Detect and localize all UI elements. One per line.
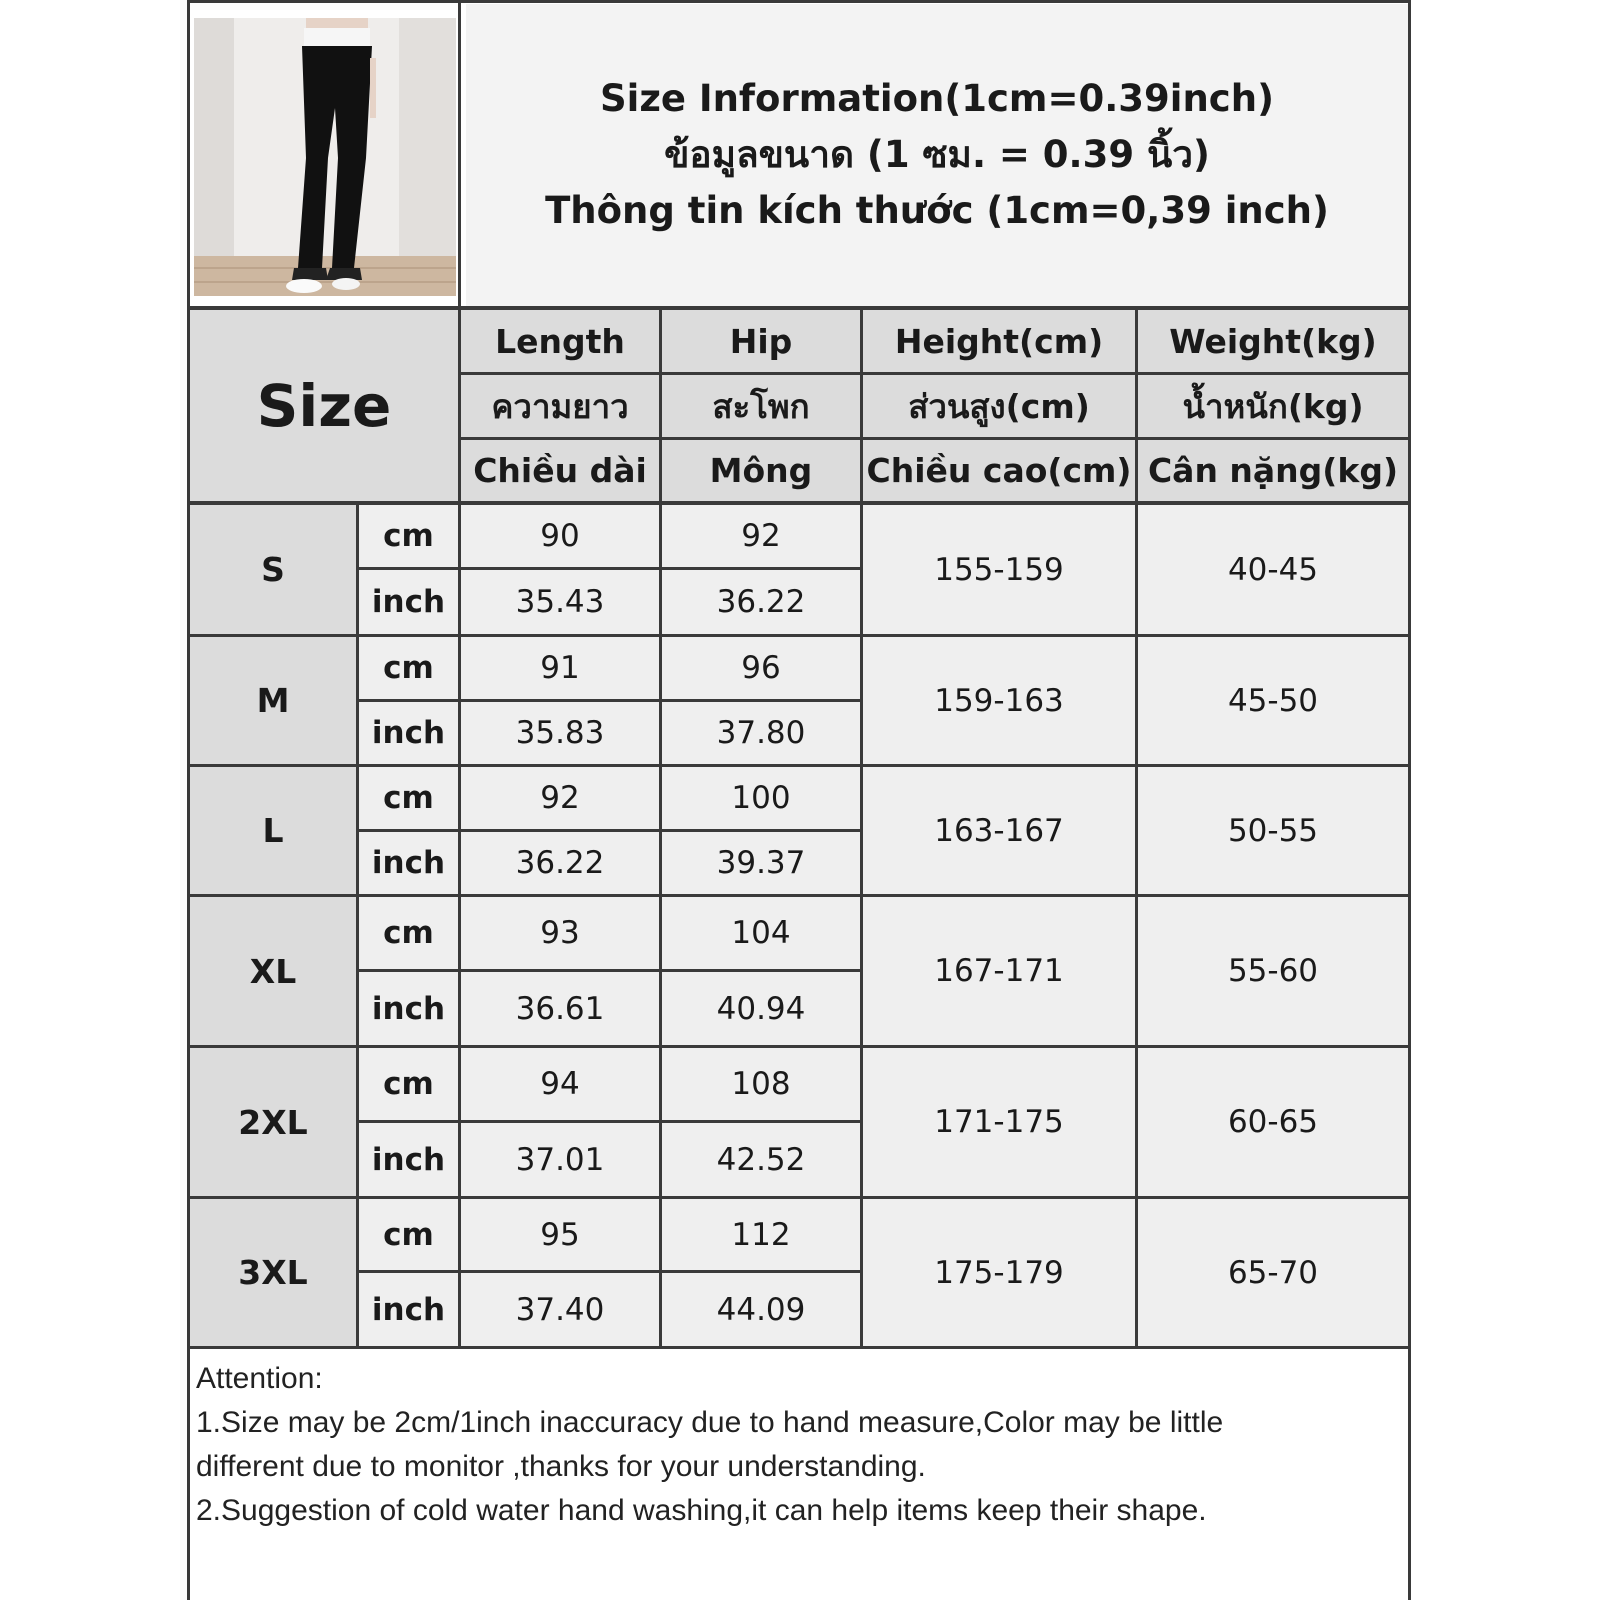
unit-inch: inch: [359, 570, 458, 634]
col-weight-en: Weight(kg): [1138, 310, 1408, 372]
col-height-en: Height(cm): [863, 310, 1135, 372]
length-cm-2xl: 94: [461, 1048, 659, 1120]
divider-row: [190, 894, 1408, 897]
hip-inch-xl: 40.94: [662, 972, 860, 1045]
unit-inch: inch: [359, 702, 458, 764]
divider-unit: [359, 567, 863, 570]
col-weight-th: น้ำหนัก(kg): [1138, 375, 1408, 437]
divider-row: [190, 1196, 1408, 1199]
divider-unit: [359, 969, 863, 972]
length-inch-2xl: 37.01: [461, 1123, 659, 1196]
size-label-3xl: 3XL: [190, 1199, 356, 1346]
hip-cm-s: 92: [662, 505, 860, 567]
length-inch-3xl: 37.40: [461, 1273, 659, 1346]
divider-unit: [359, 1120, 863, 1123]
divider-unit: [359, 829, 863, 832]
pants-model-image: [194, 18, 456, 296]
unit-cm: cm: [359, 505, 458, 567]
divider-photo: [458, 0, 461, 1349]
length-inch-l: 36.22: [461, 832, 659, 894]
product-photo: [194, 18, 456, 296]
size-label-m: M: [190, 637, 356, 764]
border-top: [190, 0, 1408, 3]
col-length-en: Length: [461, 310, 659, 372]
length-inch-s: 35.43: [461, 570, 659, 634]
divider-row: [190, 764, 1408, 767]
title-vi: Thông tin kích thước (1cm=0,39 inch): [545, 189, 1329, 232]
weight-3xl: 65-70: [1138, 1199, 1408, 1346]
hip-cm-m: 96: [662, 637, 860, 699]
unit-cm: cm: [359, 637, 458, 699]
unit-cm: cm: [359, 767, 458, 829]
col-length-th: ความยาว: [461, 375, 659, 437]
unit-inch: inch: [359, 1273, 458, 1346]
divider-body: [190, 501, 1408, 505]
divider-size-unit: [356, 505, 359, 1349]
weight-m: 45-50: [1138, 637, 1408, 764]
hip-cm-xl: 104: [662, 897, 860, 969]
height-s: 155-159: [863, 505, 1135, 634]
title-block: [466, 4, 1408, 306]
hip-inch-l: 39.37: [662, 832, 860, 894]
title-th: ข้อมูลขนาด (1 ซม. = 0.39 นิ้ว): [664, 133, 1210, 176]
hip-cm-2xl: 108: [662, 1048, 860, 1120]
hip-cm-l: 100: [662, 767, 860, 829]
hip-inch-2xl: 42.52: [662, 1123, 860, 1196]
hip-inch-m: 37.80: [662, 702, 860, 764]
col-weight-vi: Cân nặng(kg): [1138, 440, 1408, 501]
size-label-2xl: 2XL: [190, 1048, 356, 1196]
length-cm-m: 91: [461, 637, 659, 699]
attention-notes: [190, 1349, 1408, 1600]
title-en: Size Information(1cm=0.39inch): [599, 77, 1274, 120]
height-m: 159-163: [863, 637, 1135, 764]
unit-inch: inch: [359, 972, 458, 1045]
unit-cm: cm: [359, 1048, 458, 1120]
height-l: 163-167: [863, 767, 1135, 894]
height-xl: 167-171: [863, 897, 1135, 1045]
size-label-s: S: [190, 505, 356, 634]
divider-header: [190, 306, 1408, 310]
length-cm-s: 90: [461, 505, 659, 567]
length-inch-m: 35.83: [461, 702, 659, 764]
divider-header-row2: [461, 437, 1408, 440]
col-hip-en: Hip: [662, 310, 860, 372]
length-cm-xl: 93: [461, 897, 659, 969]
col-hip-vi: Mông: [662, 440, 860, 501]
unit-cm: cm: [359, 1199, 458, 1270]
size-header-cell: [190, 310, 458, 501]
hip-inch-s: 36.22: [662, 570, 860, 634]
col-height-th: ส่วนสูง(cm): [863, 375, 1135, 437]
divider-col-height: [1135, 310, 1138, 1349]
size-label-l: L: [190, 767, 356, 894]
height-2xl: 171-175: [863, 1048, 1135, 1196]
col-length-vi: Chiều dài: [461, 440, 659, 501]
notes-line-2: different due to monitor ,thanks for your understanding.: [196, 1450, 926, 1483]
height-3xl: 175-179: [863, 1199, 1135, 1346]
notes-line-1: 1.Size may be 2cm/1inch inaccuracy due to hand measure,Color may be little: [196, 1406, 1224, 1439]
size-label-xl: XL: [190, 897, 356, 1045]
weight-xl: 55-60: [1138, 897, 1408, 1045]
unit-inch: inch: [359, 832, 458, 894]
size-header-label: Size: [256, 371, 392, 440]
weight-l: 50-55: [1138, 767, 1408, 894]
divider-header-row1: [461, 372, 1408, 375]
divider-row: [190, 1045, 1408, 1048]
size-chart: [187, 0, 1411, 1600]
divider-row: [190, 634, 1408, 637]
weight-s: 40-45: [1138, 505, 1408, 634]
col-height-vi: Chiều cao(cm): [863, 440, 1135, 501]
length-cm-3xl: 95: [461, 1199, 659, 1270]
notes-heading: Attention:: [196, 1362, 323, 1395]
unit-cm: cm: [359, 897, 458, 969]
weight-2xl: 60-65: [1138, 1048, 1408, 1196]
col-hip-th: สะโพก: [662, 375, 860, 437]
length-cm-l: 92: [461, 767, 659, 829]
hip-cm-3xl: 112: [662, 1199, 860, 1270]
divider-unit: [359, 699, 863, 702]
divider-unit: [359, 1270, 863, 1273]
unit-inch: inch: [359, 1123, 458, 1196]
notes-line-3: 2.Suggestion of cold water hand washing,it can help items keep their shape.: [196, 1494, 1207, 1527]
length-inch-xl: 36.61: [461, 972, 659, 1045]
hip-inch-3xl: 44.09: [662, 1273, 860, 1346]
